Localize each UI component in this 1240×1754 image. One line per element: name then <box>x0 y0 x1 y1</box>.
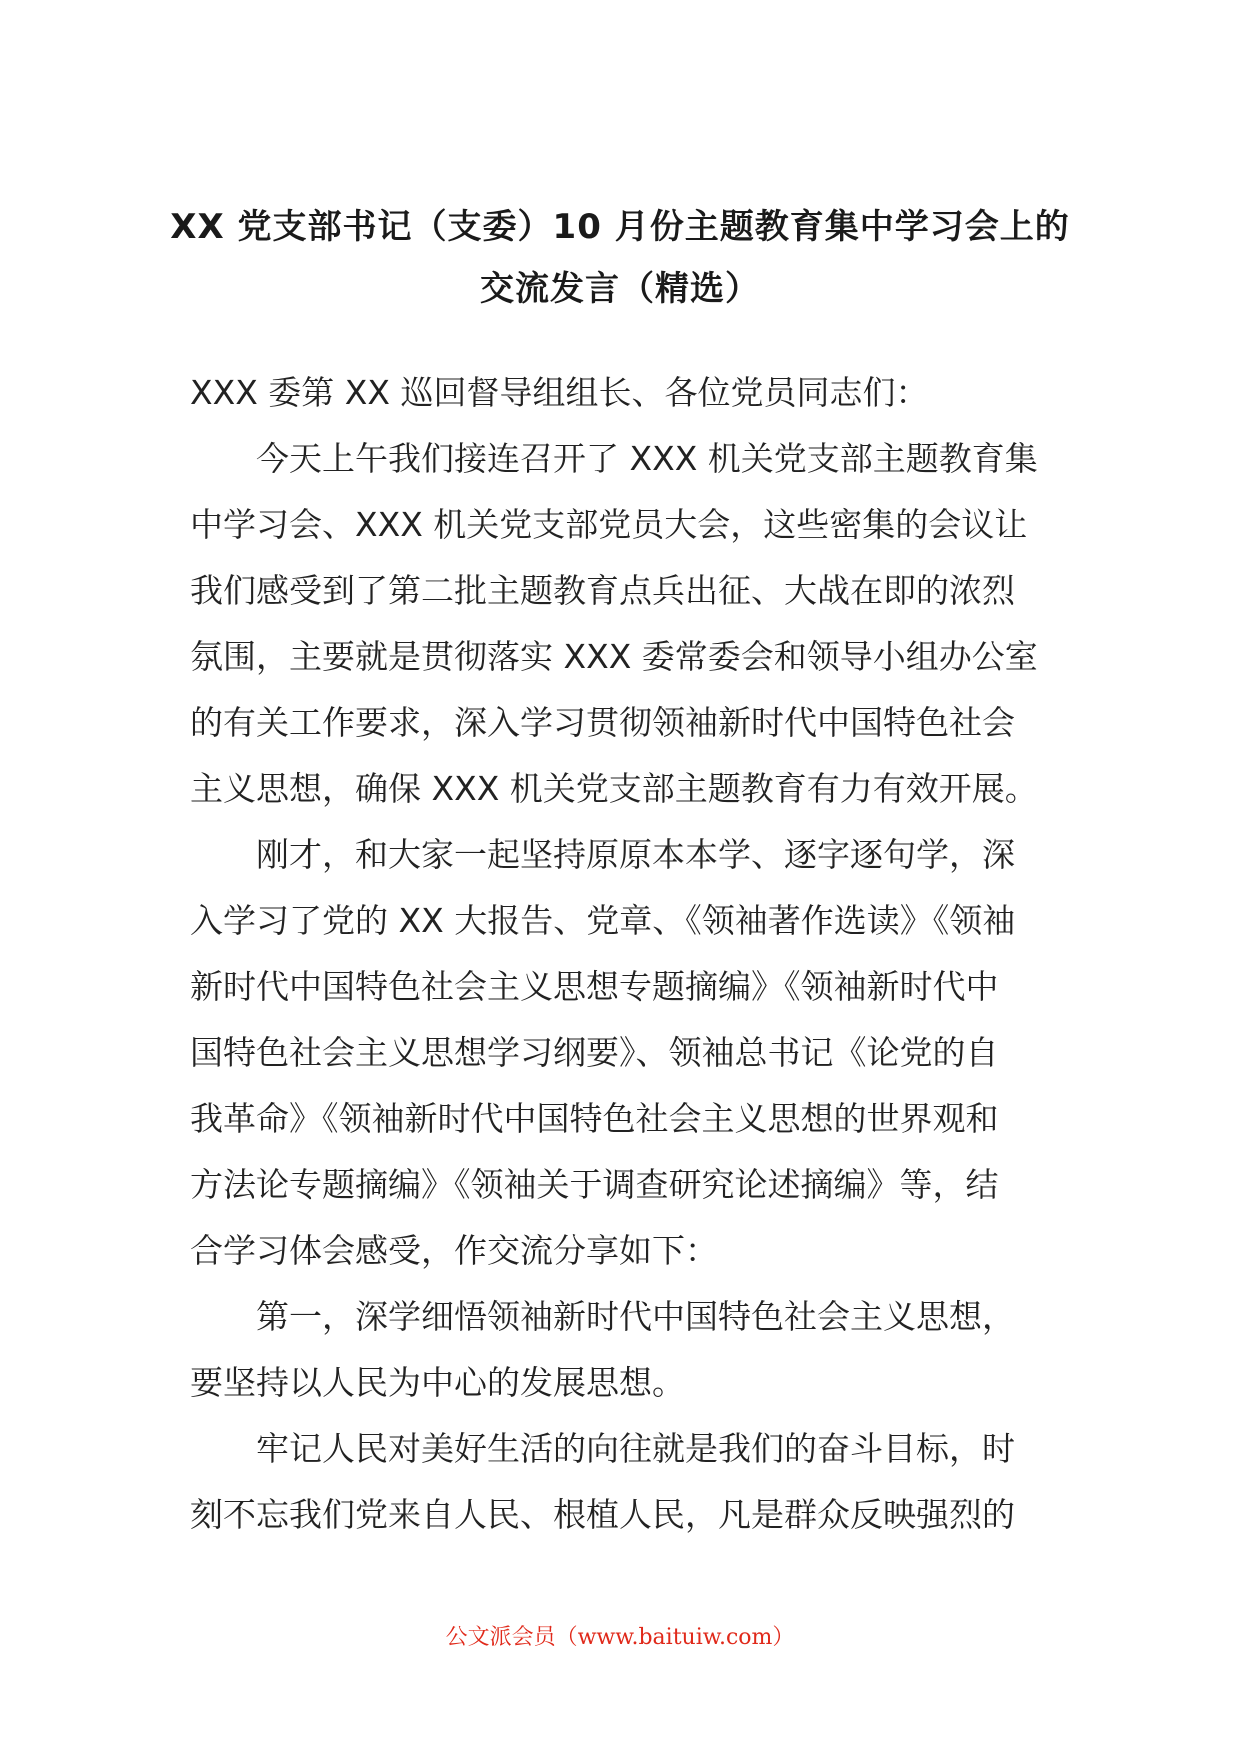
section-heading-line: 要坚持以人民为中心的发展思想。 <box>190 1363 685 1402</box>
paragraph-1-line: 主义思想，确保 XXX 机关党支部主题教育有力有效开展。 <box>190 769 1038 808</box>
paragraph-3-line: 牢记人民对美好生活的向往就是我们的奋斗目标，时 <box>256 1429 1015 1468</box>
paragraph-2-line: 新时代中国特色社会主义思想专题摘编》《领袖新时代中 <box>190 967 999 1006</box>
paragraph-2-line: 合学习体会感受，作交流分享如下： <box>190 1231 718 1270</box>
paragraph-2-line: 刚才，和大家一起坚持原原本本学、逐字逐句学，深 <box>256 835 1015 874</box>
title-line-2: 交流发言（精选） <box>480 269 760 309</box>
paragraph-1-line: 氛围，主要就是贯彻落实 XXX 委常委会和领导小组办公室 <box>190 637 1038 676</box>
paragraph-3-line: 刻不忘我们党来自人民、根植人民，凡是群众反映强烈的 <box>190 1495 1015 1534</box>
document-title <box>160 196 1080 320</box>
paragraph-1-line: 今天上午我们接连召开了 XXX 机关党支部主题教育集 <box>256 439 1038 478</box>
paragraph-2-line: 我革命》《领袖新时代中国特色社会主义思想的世界观和 <box>190 1099 999 1138</box>
salutation: XXX 委第 XX 巡回督导组组长、各位党员同志们： <box>190 373 929 412</box>
paragraph-1-line: 中学习会、XXX 机关党支部党员大会，这些密集的会议让 <box>190 505 1028 544</box>
paragraph-2-line: 国特色社会主义思想学习纲要》、领袖总书记《论党的自 <box>190 1033 999 1072</box>
paragraph-1-line: 的有关工作要求，深入学习贯彻领袖新时代中国特色社会 <box>190 703 1015 742</box>
document-body <box>190 360 1070 1548</box>
paragraph-1-line: 我们感受到了第二批主题教育点兵出征、大战在即的浓烈 <box>190 571 1015 610</box>
footer-watermark: 公文派会员（www.baituiw.com） <box>445 1625 795 1650</box>
paragraph-2-line: 入学习了党的 XX 大报告、党章、《领袖著作选读》《领袖 <box>190 901 1016 940</box>
title-line-1: XX 党支部书记（支委）10 月份主题教育集中学习会上的 <box>170 207 1070 247</box>
section-heading-line: 第一，深学细悟领袖新时代中国特色社会主义思想， <box>256 1297 1015 1336</box>
paragraph-2-line: 方法论专题摘编》《领袖关于调查研究论述摘编》等，结 <box>190 1165 999 1204</box>
